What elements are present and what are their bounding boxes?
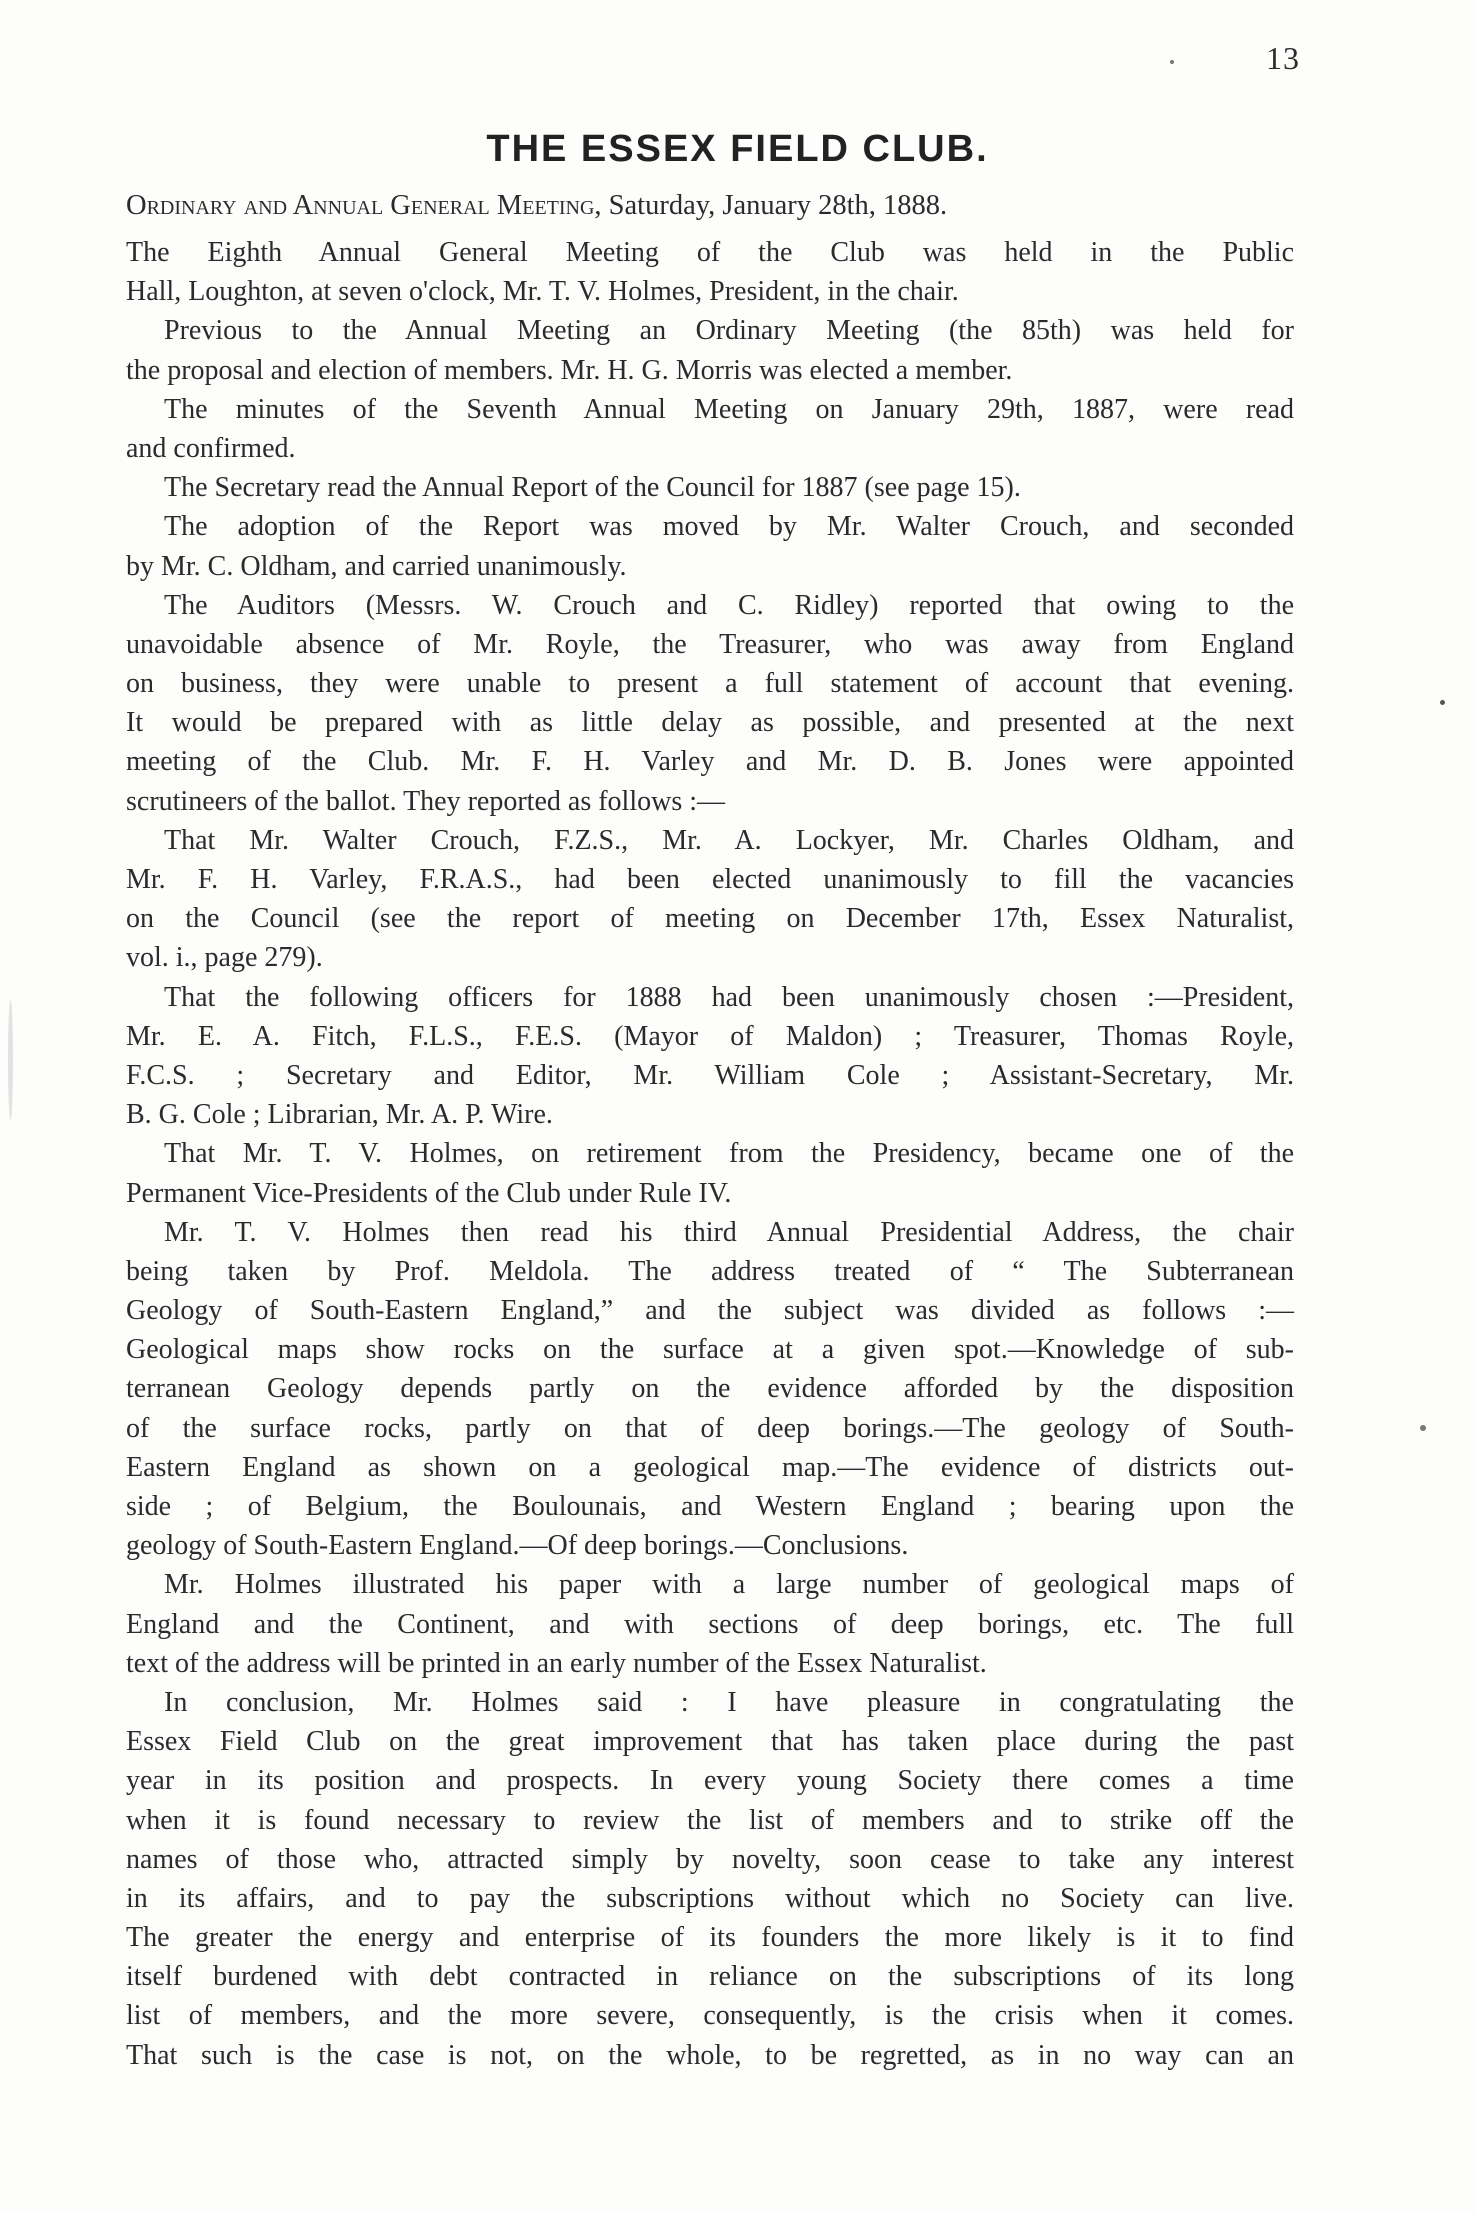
text-line: side ; of Belgium, the Boulounais, and Western England ; bearing upon the [126, 1491, 1294, 1522]
text-line: The Eighth Annual General Meeting of the Club was held in the Public [126, 237, 1294, 268]
text-line: Eastern England as shown on a geological map.—The evidence of districts out- [126, 1451, 1294, 1483]
text-line: The Secretary read the Annual Report of the Council for 1887 (see page 15). [164, 472, 1021, 504]
text-line: Geological maps show rocks on the surface at a given spot.—Knowledge of sub- [126, 1334, 1294, 1366]
text-line: itself burdened with debt contracted in reliance on the subscriptions of its long [126, 1961, 1294, 1993]
text-line: and confirmed. [126, 432, 296, 464]
text-line: It would be prepared with as little delay as possible, and presented at the next [126, 707, 1294, 739]
text-line: unavoidable absence of Mr. Royle, the Treasurer, who was away from England [126, 628, 1294, 660]
text-line: F.C.S. ; Secretary and Editor, Mr. William Cole ; Assistant-Secretary, Mr. [126, 1059, 1294, 1091]
text-line: That Mr. Walter Crouch, F.Z.S., Mr. A. Lockyer, Mr. Charles Oldham, and [164, 824, 1294, 856]
text-line: The minutes of the Seventh Annual Meeting on January 29th, 1887, were read [164, 393, 1294, 425]
text-line: The greater the energy and enterprise of its founders the more likely is it to find [126, 1922, 1294, 1954]
meeting-heading [126, 190, 1294, 222]
text-line: That Mr. T. V. Holmes, on retirement from the Presidency, became one of the [164, 1138, 1294, 1170]
text-line: vol. i., page 279). [126, 942, 323, 974]
text-line: geology of South-Eastern England.—Of deep borings.—Conclusions. [126, 1530, 909, 1562]
text-line: on the Council (see the report of meeting on December 17th, Essex Naturalist, [126, 903, 1294, 935]
text-line: when it is found necessary to review the list of members and to strike off the [126, 1804, 1294, 1836]
text-line: B. G. Cole ; Librarian, Mr. A. P. Wire. [126, 1099, 553, 1131]
text-line: That the following officers for 1888 had been unanimously chosen :—President, [164, 981, 1294, 1013]
ink-speck [1170, 60, 1174, 64]
text-line: The Auditors (Messrs. W. Crouch and C. Ridley) reported that owing to the [164, 589, 1294, 621]
text-line: text of the address will be printed in an early number of the Essex Naturalist. [126, 1647, 987, 1679]
ink-speck [1440, 700, 1445, 705]
page-number: 13 [1266, 40, 1300, 76]
body-text [126, 233, 1294, 2075]
text-line: scrutineers of the ballot. They reported as follows :— [126, 785, 725, 817]
text-line: Essex Field Club on the great improvement that has taken place during the past [126, 1726, 1294, 1758]
text-line: names of those who, attracted simply by novelty, soon cease to take any interest [126, 1843, 1294, 1875]
text-line: Permanent Vice-Presidents of the Club under Rule IV. [126, 1177, 732, 1209]
text-line: In conclusion, Mr. Holmes said : I have pleasure in congratulating the [164, 1686, 1294, 1718]
page-edge-shadow [8, 1000, 13, 1120]
text-line: Geology of South-Eastern England,” and the subject was divided as follows :— [126, 1295, 1294, 1327]
text-line: being taken by Prof. Meldola. The address treated of “ The Subterranean [126, 1255, 1294, 1287]
text-line: year in its position and prospects. In every young Society there comes a time [126, 1765, 1294, 1797]
text-line: Mr. E. A. Fitch, F.L.S., F.E.S. (Mayor of Maldon) ; Treasurer, Thomas Royle, [126, 1020, 1294, 1052]
text-line: Mr. T. V. Holmes then read his third Annual Presidential Address, the chair [164, 1216, 1294, 1248]
text-line: meeting of the Club. Mr. F. H. Varley and Mr. D. B. Jones were appointed [126, 746, 1294, 778]
meeting-heading-label: Ordinary and Annual General Meeting, [126, 190, 602, 221]
text-line: of the surface rocks, partly on that of deep borings.—The geology of South- [126, 1412, 1294, 1444]
ink-speck [1420, 1425, 1426, 1431]
text-line: The adoption of the Report was moved by Mr. Walter Crouch, and seconded [164, 511, 1294, 543]
text-line: by Mr. C. Oldham, and carried unanimously. [126, 550, 627, 582]
text-line: England and the Continent, and with sections of deep borings, etc. The full [126, 1608, 1294, 1640]
text-line: Previous to the Annual Meeting an Ordinary Meeting (the 85th) was held for [164, 315, 1294, 347]
text-line: Mr. Holmes illustrated his paper with a large number of geological maps of [164, 1569, 1294, 1601]
text-line: list of members, and the more severe, consequently, is the crisis when it comes. [126, 2000, 1294, 2032]
text-line: in its affairs, and to pay the subscriptions without which no Society can live. [126, 1882, 1294, 1914]
text-line: Mr. F. H. Varley, F.R.A.S., had been elected unanimously to fill the vacancies [126, 864, 1294, 895]
text-line: That such is the case is not, on the whole, to be regretted, as in no way can an [126, 2039, 1294, 2071]
meeting-heading-date: Saturday, January 28th, 1888. [608, 190, 948, 221]
page-title: THE ESSEX FIELD CLUB. [486, 128, 989, 170]
text-line: Hall, Loughton, at seven o'clock, Mr. T. V. Holmes, President, in the chair. [126, 276, 959, 308]
text-line: the proposal and election of members. Mr. H. G. Morris was elected a member. [126, 354, 1013, 386]
text-line: terranean Geology depends partly on the evidence afforded by the disposition [126, 1373, 1294, 1405]
text-line: on business, they were unable to present a full statement of account that evening. [126, 668, 1294, 700]
